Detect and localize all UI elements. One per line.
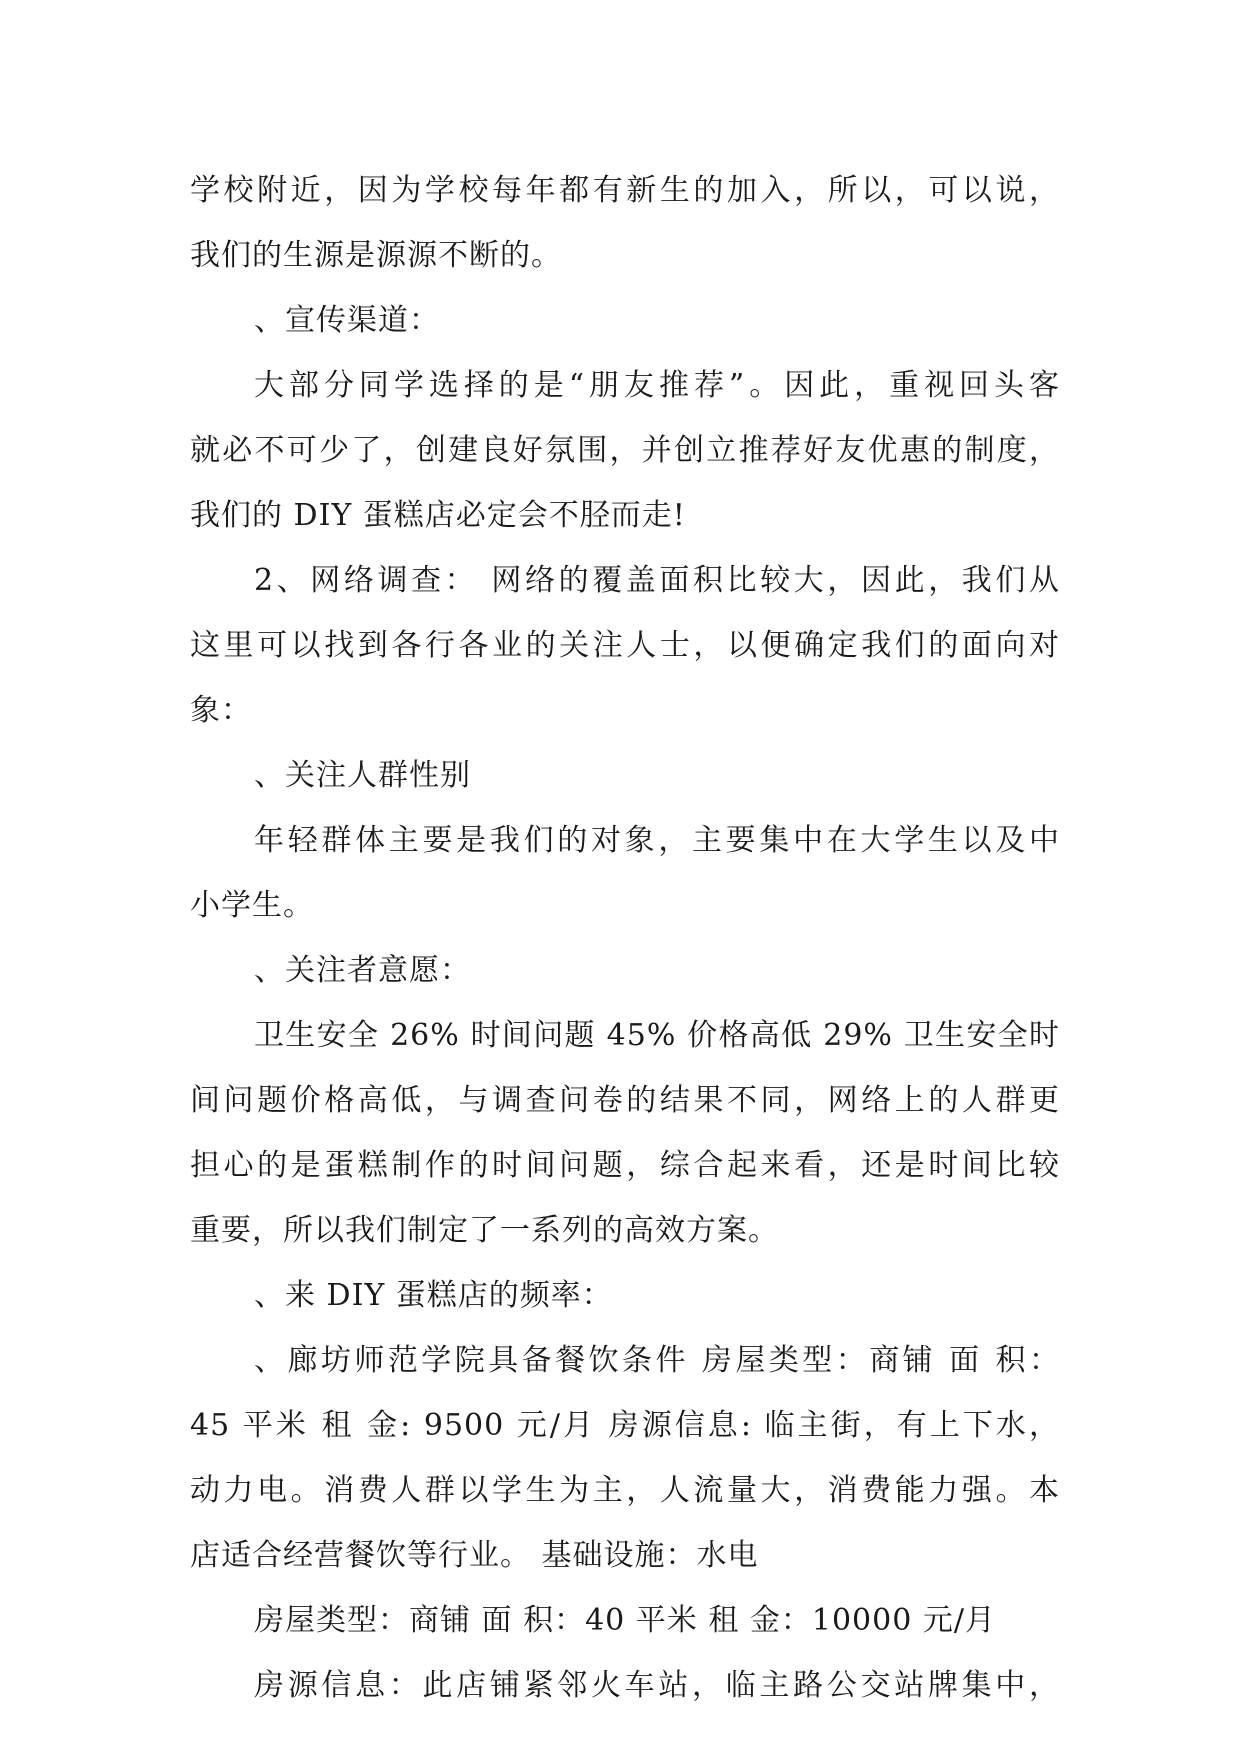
text-line: 卫生安全 26% 时间问题 45% 价格高低 29% 卫生安全时 [254, 1018, 1060, 1053]
section-heading: 、关注人群性别 [254, 758, 471, 793]
text-line: 、廊坊师范学院具备餐饮条件 房屋类型：商铺 面 积： [254, 1343, 1060, 1378]
text-line: 担心的是蛋糕制作的时间问题，综合起来看，还是时间比较 [190, 1148, 1060, 1183]
text-line: 店适合经营餐饮等行业。 基础设施：水电 [190, 1538, 759, 1573]
text-line: 2、网络调查： 网络的覆盖面积比较大，因此，我们从 [254, 563, 1060, 598]
text-line: 小学生。 [190, 888, 314, 923]
text-line: 学校附近，因为学校每年都有新生的加入，所以，可以说， [190, 173, 1060, 208]
text-line: 我们的 DIY 蛋糕店必定会不胫而走! [190, 498, 686, 533]
section-heading: 、宣传渠道： [254, 303, 440, 338]
text-line: 房源信息：此店铺紧邻火车站，临主路公交站牌集中， [254, 1668, 1060, 1703]
text-line: 间问题价格高低，与调查问卷的结果不同，网络上的人群更 [190, 1083, 1060, 1118]
text-line: 就必不可少了，创建良好氛围，并创立推荐好友优惠的制度， [190, 433, 1060, 468]
text-line: 45 平米 租 金: 9500 元/月 房源信息: 临主街，有上下水， [190, 1408, 1060, 1443]
text-line: 重要，所以我们制定了一系列的高效方案。 [190, 1213, 779, 1248]
text-line: 我们的生源是源源不断的。 [190, 238, 562, 273]
section-heading: 、关注者意愿： [254, 953, 471, 988]
text-line: 象： [190, 693, 252, 728]
text-line: 年轻群体主要是我们的对象，主要集中在大学生以及中 [254, 823, 1060, 858]
text-line: 这里可以找到各行各业的关注人士，以便确定我们的面向对 [190, 628, 1060, 663]
text-line: 房屋类型：商铺 面 积：40 平米 租 金：10000 元/月 [254, 1603, 996, 1638]
text-line: 大部分同学选择的是“朋友推荐”。因此，重视回头客 [254, 368, 1060, 403]
text-line: 动力电。消费人群以学生为主，人流量大，消费能力强。本 [190, 1473, 1060, 1508]
section-heading: 、来 DIY 蛋糕店的频率： [254, 1278, 613, 1313]
document-body [190, 158, 1060, 1718]
